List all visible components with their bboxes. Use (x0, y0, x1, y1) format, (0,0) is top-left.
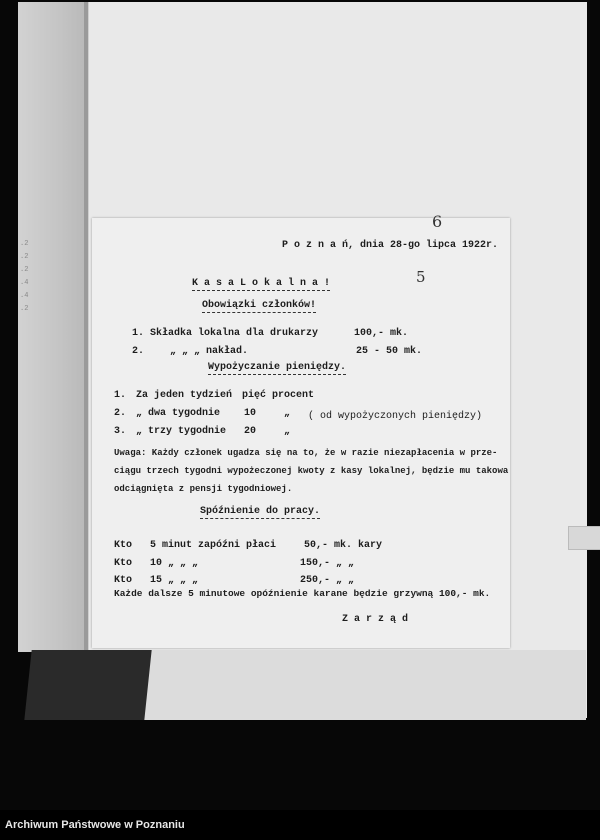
late-row-1-minutes: 5 minut zapóźni płaci (150, 540, 277, 551)
section-lateness-heading: Spóźnienie do pracy. (200, 506, 321, 517)
loan-row-3-text: „ trzy tygodnie (136, 426, 227, 437)
late-row-1-amount: 50,- mk. kary (304, 540, 383, 551)
section-duties-heading: Obowiązki członków! (202, 300, 317, 311)
loan-row-3-ditto: „ (284, 426, 291, 437)
late-row-2-label: Kto (114, 558, 133, 569)
section-loans-heading: Wypożyczanie pieniędzy. (208, 362, 347, 373)
loan-row-1-number: 1. (114, 390, 127, 401)
loan-row-3-value: 20 (244, 426, 257, 437)
signature: Z a r z ą d (342, 614, 409, 625)
archive-name: Archiwum Państwowe w Poznaniu (5, 819, 185, 831)
left-page-edge (18, 2, 88, 652)
handwritten-mark: 5 (416, 268, 426, 286)
warning-line-3: odciągnięta z pensji tygodniowej. (114, 484, 293, 494)
late-row-1-label: Kto (114, 540, 133, 551)
duty-row-1-text: Składka lokalna dla drukarzy (150, 328, 319, 339)
duty-row-1-number: 1. (132, 328, 145, 339)
left-margin-marks: .2 .2 .2 .4 .4 .2 (20, 240, 29, 313)
duty-row-2-text: „ „ „ nakład. (170, 346, 249, 357)
duty-row-1-amount: 100,- mk. (354, 328, 409, 339)
loan-note: ( od wypożyczonych pieniędzy) (308, 411, 483, 422)
late-row-3-amount: 250,- „ „ (300, 575, 355, 586)
loan-row-1-text: Za jeden tydzień (136, 390, 233, 401)
lateness-final-rule: Każde dalsze 5 minutowe opóźnienie karane będzie grzywną 100,- mk. (114, 588, 491, 599)
late-row-2-amount: 150,- „ „ (300, 558, 355, 569)
loan-row-2-value: 10 (244, 408, 257, 419)
archive-footer (0, 810, 600, 840)
duty-row-2-amount: 25 - 50 mk. (356, 346, 423, 357)
duty-row-2-number: 2. (132, 346, 145, 357)
loan-row-2-ditto: „ (284, 408, 291, 419)
loan-row-3-number: 3. (114, 426, 127, 437)
document-title: K a s a L o k a l n a ! (192, 278, 331, 289)
warning-line-2: ciągu trzech tygodni wypożeczonej kwoty z kasy lokalnej, będzie mu takowa (114, 466, 509, 476)
loan-row-2-number: 2. (114, 408, 127, 419)
typed-document (92, 212, 510, 648)
loan-row-2-text: „ dwa tygodnie (136, 408, 221, 419)
late-row-2-minutes: 10 „ „ „ (150, 558, 199, 569)
binding-shadow (24, 650, 151, 720)
late-row-3-label: Kto (114, 575, 133, 586)
late-row-3-minutes: 15 „ „ „ (150, 575, 199, 586)
warning-line-1: Uwaga: Każdy członek ugadza się na to, że w razie niezapłacenia w prze- (114, 448, 498, 458)
handwritten-page-number: 6 (432, 212, 443, 231)
place-date: P o z n a ń, dnia 28-go lipca 1922r. (282, 240, 499, 251)
tape-strip (568, 526, 600, 550)
loan-row-1-value: pięć procent (242, 390, 315, 401)
